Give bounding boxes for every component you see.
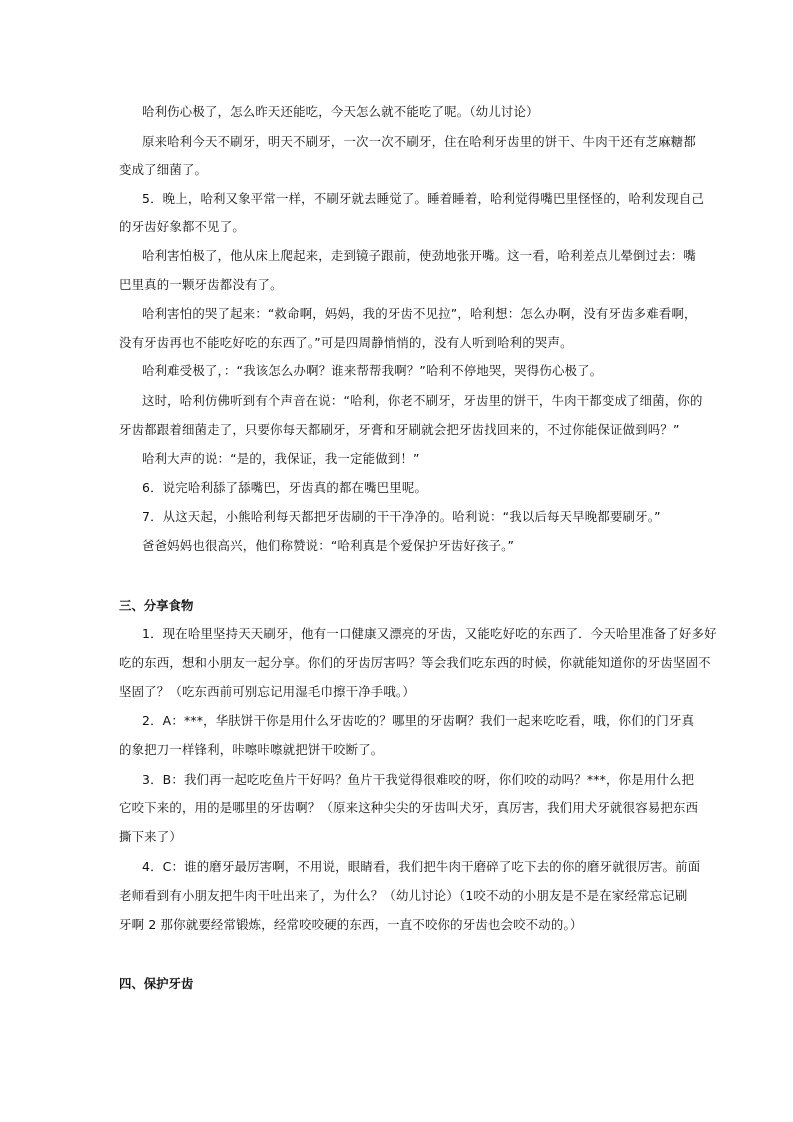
story-paragraph-line: 没有牙齿再也不能吃好吃的东西了。”可是四周静悄悄的，没有人听到哈利的哭声。 [119, 335, 573, 350]
share-food-line: 坚固了？（吃东西前可别忘记用湿毛巾擦干净手哦。） [119, 684, 415, 699]
share-food-line: 牙啊 2 那你就要经常锻炼，经常咬咬硬的东西，一直不咬你的牙齿也会咬不动的。） [119, 917, 583, 932]
story-paragraph-line: 哈利害怕极了，他从床上爬起来，走到镜子跟前，使劲地张开嘴。这一看，哈利差点儿晕倒过去：嘴 [142, 248, 696, 263]
share-food-line: 它咬下来的，用的是哪里的牙齿啊？（原来这种尖尖的牙齿叫犬牙，真厉害，我们用犬牙就很容易把东西 [119, 800, 699, 815]
section-heading-protect-teeth: 四、保护牙齿 [119, 976, 194, 991]
share-food-line: 2．A：***，华肤饼干你是用什么牙齿吃的？哪里的牙齿啊？我们一起来吃吃看，哦，你们的门牙真 [142, 713, 695, 728]
story-paragraph-line: 哈利伤心极了，怎么昨天还能吃，今天怎么就不能吃了呢。（幼儿讨论） [142, 104, 539, 119]
share-food-line: 1．现在哈里坚持天天刷牙，他有一口健康又漂亮的牙齿，又能吃好吃的东西了．今天哈里准备了好多好 [142, 626, 717, 641]
share-food-line: 的象把刀一样锋利，咔嚓咔嚓就把饼干咬断了。 [119, 742, 384, 757]
story-paragraph-line: 的牙齿好象都不见了。 [119, 219, 245, 234]
story-paragraph-line: 这时，哈利仿佛听到有个声音在说：“哈利，你老不刷牙，牙齿里的饼干，牛肉干都变成了细菌，你的 [142, 393, 703, 408]
share-food-line: 4．C：谁的磨牙最厉害啊，不用说，眼睛看，我们把牛肉干磨碎了吃下去的你的磨牙就很厉害。前面 [142, 859, 701, 874]
story-paragraph-line: 5．晚上，哈利又象平常一样，不刷牙就去睡觉了。睡着睡着，哈利觉得嘴巴里怪怪的，哈利发现自己 [142, 191, 705, 206]
share-food-line: 3．B：我们再一起吃吃鱼片干好吗？鱼片干我觉得很难咬的呀，你们咬的动吗？***，你是用什么把 [142, 772, 695, 787]
story-paragraph-line: 6．说完哈利舔了舔嘴巴，牙齿真的都在嘴巴里呢。 [142, 480, 428, 495]
story-paragraph-line: 原来哈利今天不刷牙，明天不刷牙，一次一次不刷牙，住在哈利牙齿里的饼干、牛肉干还有芝麻糖都 [142, 134, 696, 149]
story-paragraph-line: 7．从这天起，小熊哈利每天都把牙齿刷的干干净净的。哈利说：“我以后每天早晚都要刷牙。” [142, 509, 661, 524]
story-paragraph-line: 哈利难受极了，：“我该怎么办啊？谁来帮帮我啊？”哈利不停地哭，哭得伤心极了。 [142, 363, 603, 378]
story-paragraph-line: 变成了细菌了。 [119, 162, 208, 177]
share-food-line: 撕下来了） [119, 829, 182, 844]
share-food-line: 老师看到有小朋友把牛肉干吐出来了，为什么？（幼儿讨论）（1咬不动的小朋友是不是在家经常忘记刷 [119, 888, 688, 903]
share-food-line: 吃的东西，想和小朋友一起分享。你们的牙齿厉害吗？等会我们吃东西的时候，你就能知道你的牙齿坚固不 [119, 655, 711, 670]
story-paragraph-line: 爸爸妈妈也很高兴，他们称赞说：“哈利真是个爱保护牙齿好孩子。” [142, 538, 515, 553]
story-paragraph-line: 哈利大声的说：“是的，我保证，我一定能做到！” [142, 451, 420, 466]
story-paragraph-line: 牙齿都跟着细菌走了，只要你每天都刷牙，牙膏和牙刷就会把牙齿找回来的，不过你能保证做到吗？” [119, 422, 680, 437]
story-paragraph-line: 哈利害怕的哭了起来：“救命啊，妈妈，我的牙齿不见拉”，哈利想：怎么办啊，没有牙齿多难看啊， [142, 306, 697, 321]
story-paragraph-line: 巴里真的一颗牙齿都没有了。 [119, 277, 283, 292]
section-heading-share-food: 三、分享食物 [119, 598, 194, 613]
